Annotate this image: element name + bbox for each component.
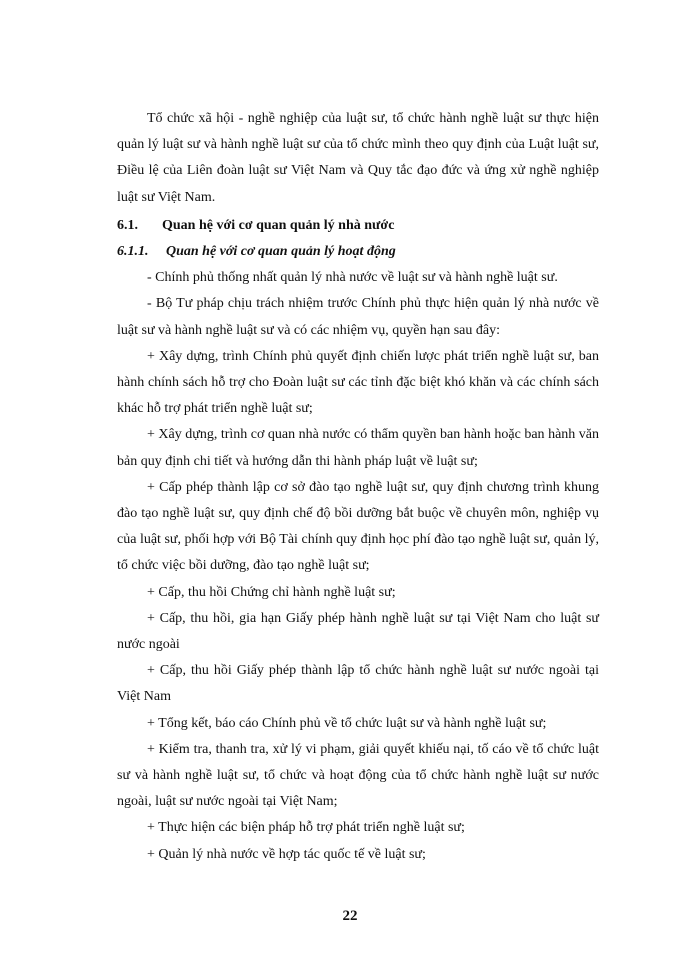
paragraph: + Xây dựng, trình Chính phủ quyết định chiến lược phát triển nghề luật sư, ban hành chính sách hỗ trợ cho Đoàn luật sư các tỉnh đặc biệt khó khăn và các chính sách khác hỗ trợ phát triển nghề luật sư; (117, 348, 599, 417)
paragraph: + Tổng kết, báo cáo Chính phủ về tổ chức luật sư và hành nghề luật sư; (147, 715, 547, 731)
paragraph: + Xây dựng, trình cơ quan nhà nước có thẩm quyền ban hành hoặc ban hành văn bản quy định chi tiết và hướng dẫn thi hành pháp luật về luật sư; (117, 427, 599, 469)
intro-paragraph: Tổ chức xã hội - nghề nghiệp của luật sư, tổ chức hành nghề luật sư thực hiện quản lý luật sư và hành nghề luật sư của tổ chức mình theo quy định của Luật luật sư, Điều lệ của Liên đoàn luật sư Việt Nam và Quy tắc đạo đức và ứng xử nghề nghiệp luật sư Việt Nam. (117, 111, 599, 205)
subsection-number: 6.1.1. (117, 244, 149, 260)
subsection-title: Quan hệ với cơ quan quản lý hoạt động (166, 244, 396, 260)
paragraph: + Thực hiện các biện pháp hỗ trợ phát triển nghề luật sư; (147, 820, 465, 836)
section-heading (117, 213, 599, 239)
subsection-heading (117, 239, 599, 265)
paragraph: + Quản lý nhà nước về hợp tác quốc tế về luật sư; (147, 846, 426, 862)
section-number: 6.1. (117, 217, 138, 233)
paragraph: - Chính phủ thống nhất quản lý nhà nước về luật sư và hành nghề luật sư. (147, 270, 558, 286)
paragraph: - Bộ Tư pháp chịu trách nhiệm trước Chính phủ thực hiện quản lý nhà nước về luật sư và hành nghề luật sư và có các nhiệm vụ, quyền hạn sau đây: (117, 296, 599, 338)
paragraph: + Cấp phép thành lập cơ sở đào tạo nghề luật sư, quy định chương trình khung đào tạo nghề luật sư, quy định chế độ bồi dưỡng bắt buộc về chuyên môn, nghiệp vụ của luật sư, phối hợp với Bộ Tài chính quy định học phí đào tạo nghề luật sư, quản lý, tổ chức việc bồi dưỡng, đào tạo nghề luật sư; (117, 479, 599, 574)
paragraph: + Cấp, thu hồi, gia hạn Giấy phép hành nghề luật sư tại Việt Nam cho luật sư nước ngoài (117, 610, 599, 653)
paragraph: + Cấp, thu hồi Giấy phép thành lập tổ chức hành nghề luật sư nước ngoài tại Việt Nam (117, 663, 599, 705)
page-number: 22 (342, 908, 358, 924)
page-content (117, 106, 599, 868)
paragraph: + Cấp, thu hồi Chứng chỉ hành nghề luật sư; (147, 584, 396, 600)
section-title: Quan hệ với cơ quan quản lý nhà nước (162, 217, 395, 233)
paragraph: + Kiểm tra, thanh tra, xử lý vi phạm, giải quyết khiếu nại, tố cáo về tổ chức luật sư và hành nghề luật sư, tổ chức và hoạt động của tổ chức hành nghề luật sư nước ngoài, luật sư nước ngoài tại Việt Nam; (117, 741, 599, 810)
